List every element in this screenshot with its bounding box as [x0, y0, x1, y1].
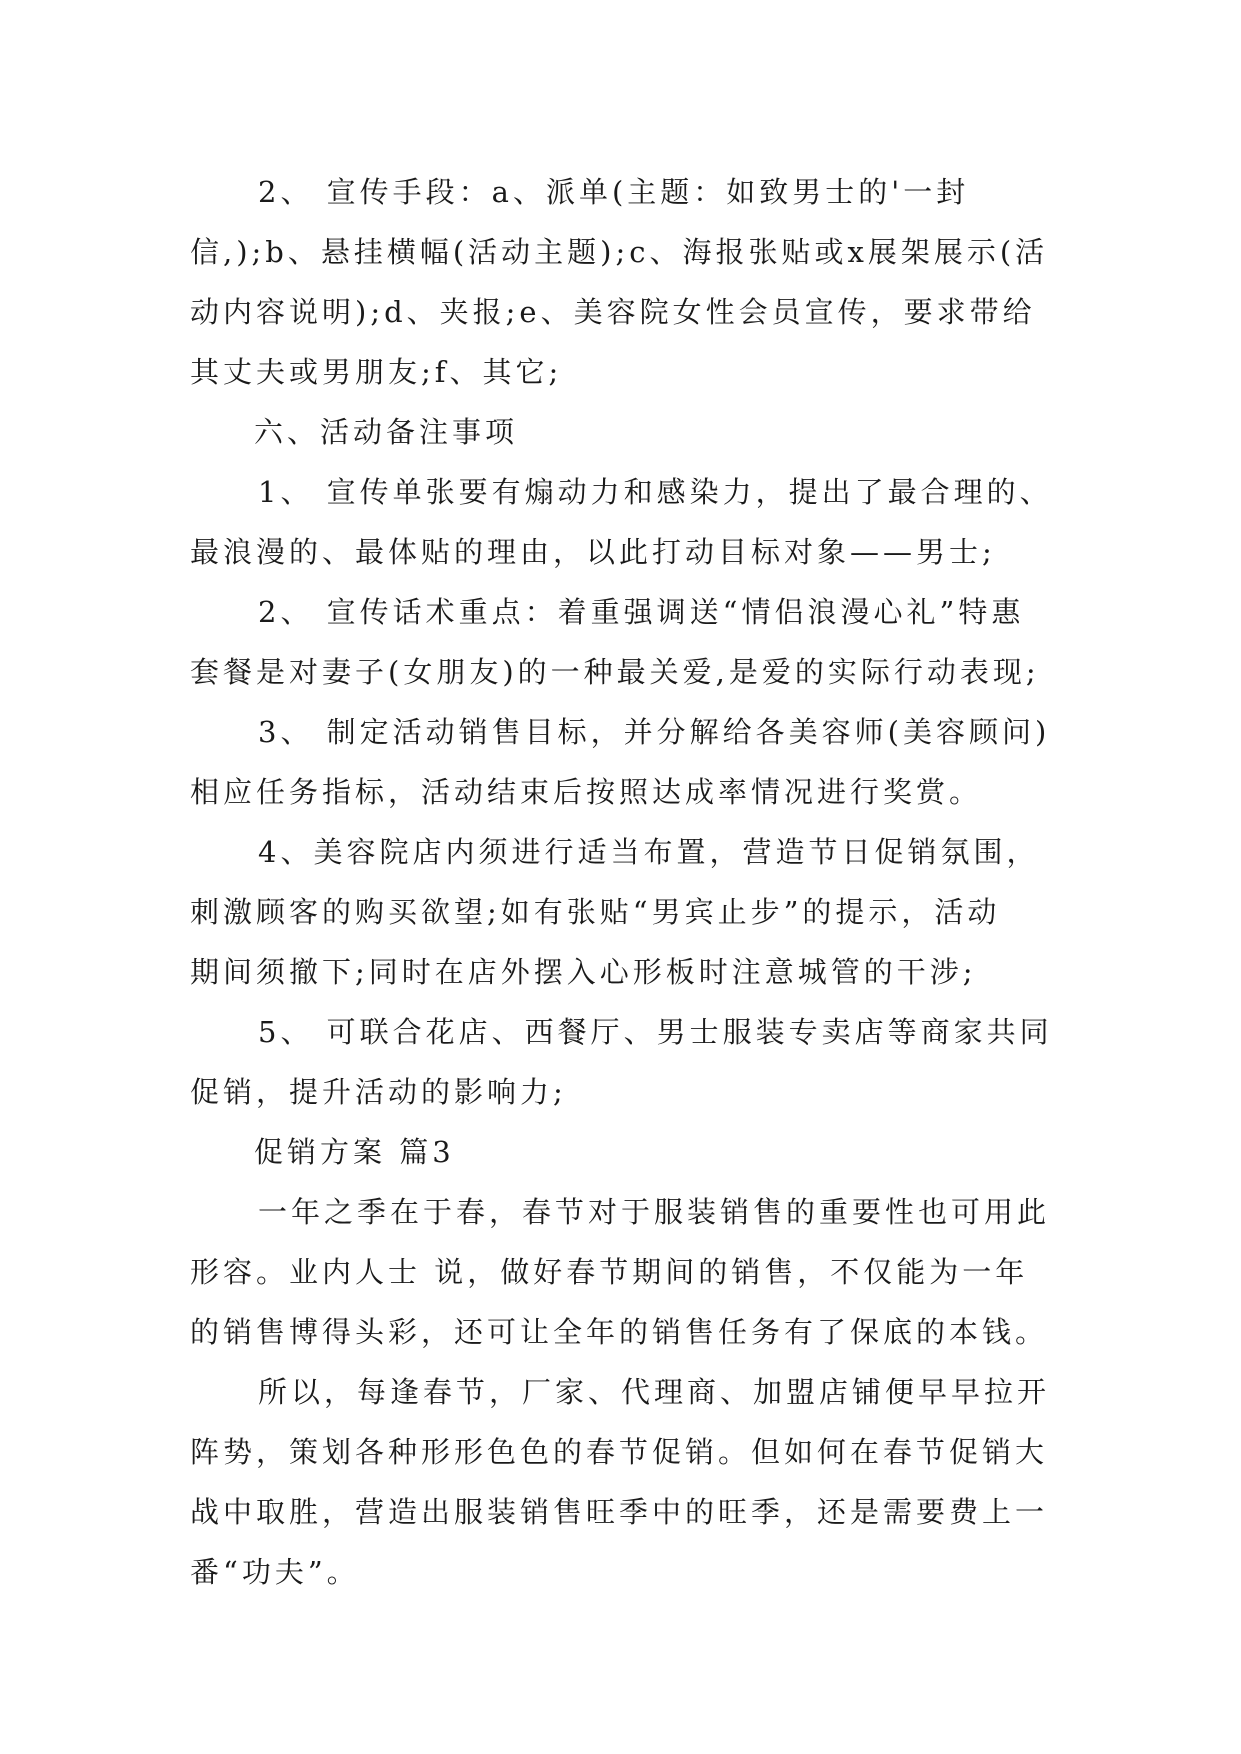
text-line: 1、 宣传单张要有煽动力和感染力，提出了最合理的、	[258, 475, 1053, 509]
text-line: 阵势，策划各种形形色色的春节促销。但如何在春节促销大	[190, 1435, 1049, 1469]
text-line: 所以，每逢春节，厂家、代理商、加盟店铺便早早拉开	[258, 1375, 1051, 1409]
heading-text: 六、活动备注事项	[254, 415, 519, 449]
text-line: 形容。业内人士 说，做好春节期间的销售，不仅能为一年	[190, 1255, 1029, 1289]
text-line: 番“功夫”。	[190, 1555, 360, 1589]
text-line: 的销售博得头彩，还可让全年的销售任务有了保底的本钱。	[190, 1315, 1049, 1349]
document-page	[190, 162, 1060, 1602]
text-line: 4、美容院店内须进行适当布置，营造节日促销氛围，	[258, 835, 1040, 869]
paragraph-spring-strategy	[190, 1362, 1060, 1602]
paragraph-note-3	[190, 702, 1060, 822]
text-line: 期间须撤下;同时在店外摆入心形板时注意城管的干涉;	[190, 955, 977, 989]
text-line: 信,);b、悬挂横幅(活动主题);c、海报张贴或x展架展示(活	[190, 235, 1049, 269]
text-line: 其丈夫或男朋友;f、其它;	[190, 355, 563, 389]
text-line: 5、 可联合花店、西餐厅、男士服装专卖店等商家共同	[258, 1015, 1053, 1049]
section-heading-plan-3	[190, 1122, 1060, 1182]
text-line: 最浪漫的、最体贴的理由，以此打动目标对象——男士;	[190, 535, 996, 569]
text-line: 2、 宣传话术重点：着重强调送“情侣浪漫心礼”特惠	[258, 595, 1025, 629]
paragraph-note-4	[190, 822, 1060, 1002]
text-line: 刺激顾客的购买欲望;如有张贴“男宾止步”的提示，活动	[190, 895, 1001, 929]
section-heading-notes	[190, 402, 1060, 462]
paragraph-spring-intro	[190, 1182, 1060, 1362]
text-line: 动内容说明);d、夹报;e、美容院女性会员宣传，要求带给	[190, 295, 1036, 329]
text-line: 战中取胜，营造出服装销售旺季中的旺季，还是需要费上一	[190, 1495, 1049, 1529]
heading-text: 促销方案 篇3	[254, 1135, 455, 1169]
text-line: 3、 制定活动销售目标，并分解给各美容师(美容顾问)	[258, 715, 1051, 749]
paragraph-note-2	[190, 582, 1060, 702]
paragraph-note-1	[190, 462, 1060, 582]
text-line: 一年之季在于春，春节对于服装销售的重要性也可用此	[258, 1195, 1051, 1229]
paragraph-note-5	[190, 1002, 1060, 1122]
text-line: 2、 宣传手段：a、派单(主题：如致男士的'一封	[258, 175, 970, 209]
paragraph-promotion-methods	[190, 162, 1060, 402]
text-line: 套餐是对妻子(女朋友)的一种最关爱,是爱的实际行动表现;	[190, 655, 1040, 689]
text-line: 促销，提升活动的影响力;	[190, 1075, 567, 1109]
text-line: 相应任务指标，活动结束后按照达成率情况进行奖赏。	[190, 775, 983, 809]
